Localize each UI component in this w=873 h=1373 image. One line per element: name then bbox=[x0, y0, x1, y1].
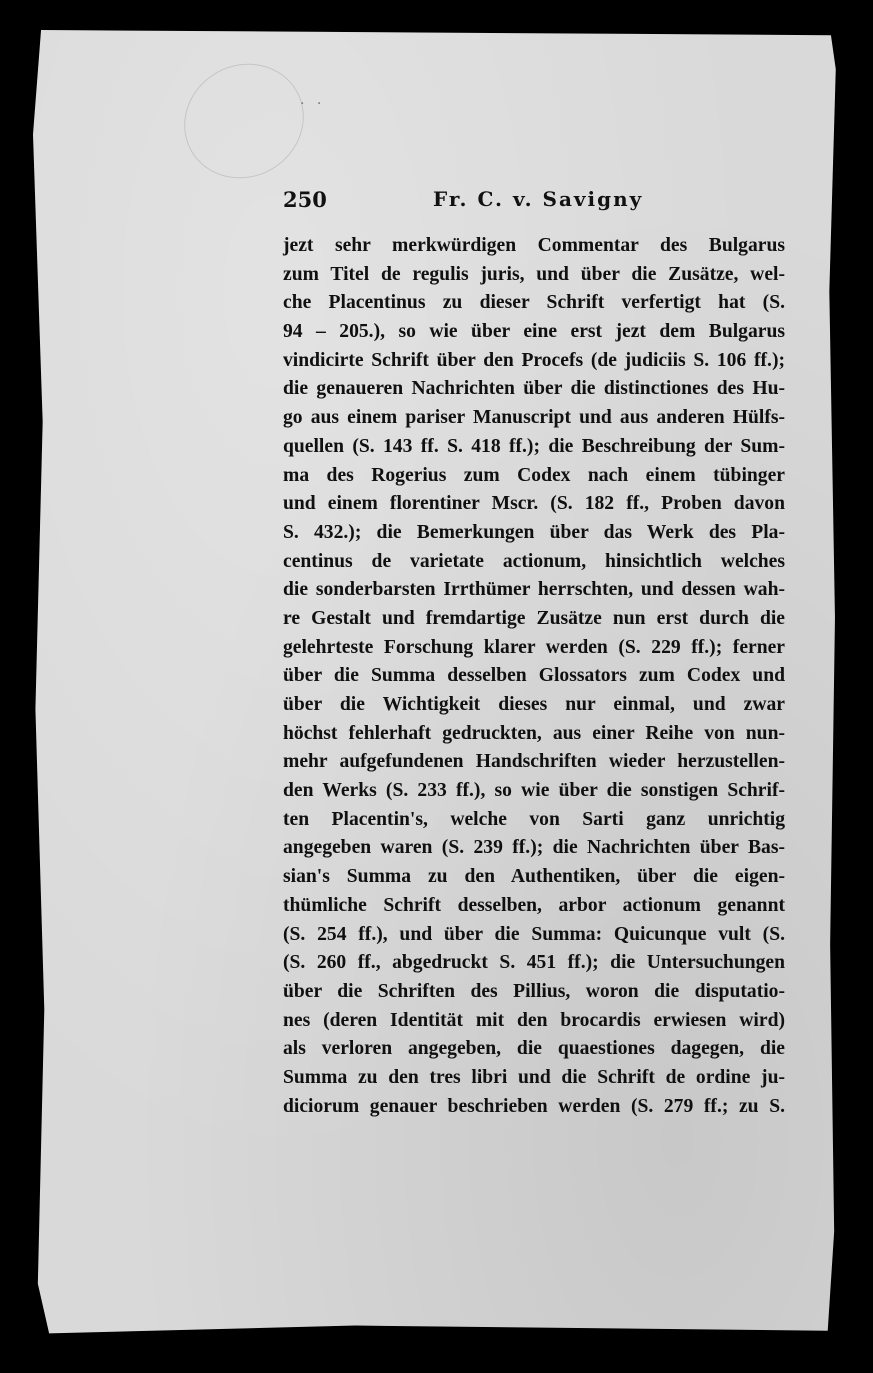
text-line: jezt sehr merkwürdigen Commentar des Bulgarus bbox=[283, 235, 785, 256]
text-line: die genaueren Nachrichten über die distinctiones des Hu- bbox=[283, 378, 785, 400]
text-line: über die Summa desselben Glossators zum Codex und bbox=[283, 665, 785, 687]
text-line: nes (deren Identität mit den brocardis erwiesen wird) bbox=[283, 1009, 785, 1031]
text-line: die sonderbarsten Irrthümer herrschten, und dessen wah- bbox=[283, 579, 785, 601]
text-line: und einem florentiner Mscr. (S. 182 ff., Proben davon bbox=[283, 493, 785, 515]
body-text bbox=[283, 232, 785, 1121]
text-line: thümliche Schrift desselben, arbor actionum genannt bbox=[283, 894, 785, 916]
text-line: gelehrteste Forschung klarer werden (S. 229 ff.); ferner bbox=[283, 636, 785, 658]
text-line: als verloren angegeben, die quaestiones dagegen, die bbox=[283, 1038, 785, 1060]
text-line: che Placentinus zu dieser Schrift verfertigt hat (S. bbox=[283, 292, 785, 314]
text-line: den Werks (S. 233 ff.), so wie über die sonstigen Schrif- bbox=[283, 780, 785, 802]
text-line: ma des Rogerius zum Codex nach einem tübinger bbox=[283, 464, 785, 486]
text-line: höchst fehlerhaft gedruckten, aus einer Reihe von nun- bbox=[283, 722, 785, 744]
text-line: über die Wichtigkeit dieses nur einmal, und zwar bbox=[283, 694, 785, 715]
text-line: vindicirte Schrift über den Procefs (de judiciis S. 106 ff.); bbox=[283, 349, 785, 371]
text-line: quellen (S. 143 ff. S. 418 ff.); die Beschreibung der Sum- bbox=[283, 435, 785, 457]
text-line: (S. 260 ff., abgedruckt S. 451 ff.); die Untersuchungen bbox=[283, 952, 785, 974]
page-header bbox=[283, 187, 783, 223]
text-line: mehr aufgefundenen Handschriften wieder herzustellen- bbox=[283, 751, 785, 773]
paper-stain bbox=[163, 42, 325, 200]
text-line: über die Schriften des Pillius, woron die disputatio- bbox=[283, 980, 785, 1002]
text-line: diciorum genauer beschrieben werden (S. 279 ff.; zu S. bbox=[283, 1095, 785, 1117]
text-line: sian's Summa zu den Authentiken, über die eigen- bbox=[283, 866, 785, 888]
text-line: zum Titel de regulis juris, und über die Zusätze, wel- bbox=[283, 263, 785, 285]
text-line: centinus de varietate actionum, hinsichtlich welches bbox=[283, 550, 785, 572]
text-line: re Gestalt und fremdartige Zusätze nun erst durch die bbox=[283, 607, 785, 629]
text-line: Summa zu den tres libri und die Schrift de ordine ju- bbox=[283, 1066, 785, 1088]
margin-dots: . . bbox=[300, 92, 326, 108]
text-line: (S. 254 ff.), und über die Summa: Quicunque vult (S. bbox=[283, 923, 785, 945]
text-line: angegeben waren (S. 239 ff.); die Nachrichten über Bas- bbox=[283, 837, 785, 859]
page-number: 250 bbox=[283, 187, 327, 212]
text-line: 94 – 205.), so wie über eine erst jezt dem Bulgarus bbox=[283, 321, 785, 343]
text-line: S. 432.); die Bemerkungen über das Werk des Pla- bbox=[283, 521, 785, 543]
text-line: go aus einem pariser Manuscript und aus anderen Hülfs- bbox=[283, 407, 785, 429]
running-title: Fr. C. v. Savigny bbox=[433, 187, 644, 211]
text-line: ten Placentin's, welche von Sarti ganz unrichtig bbox=[283, 808, 785, 830]
